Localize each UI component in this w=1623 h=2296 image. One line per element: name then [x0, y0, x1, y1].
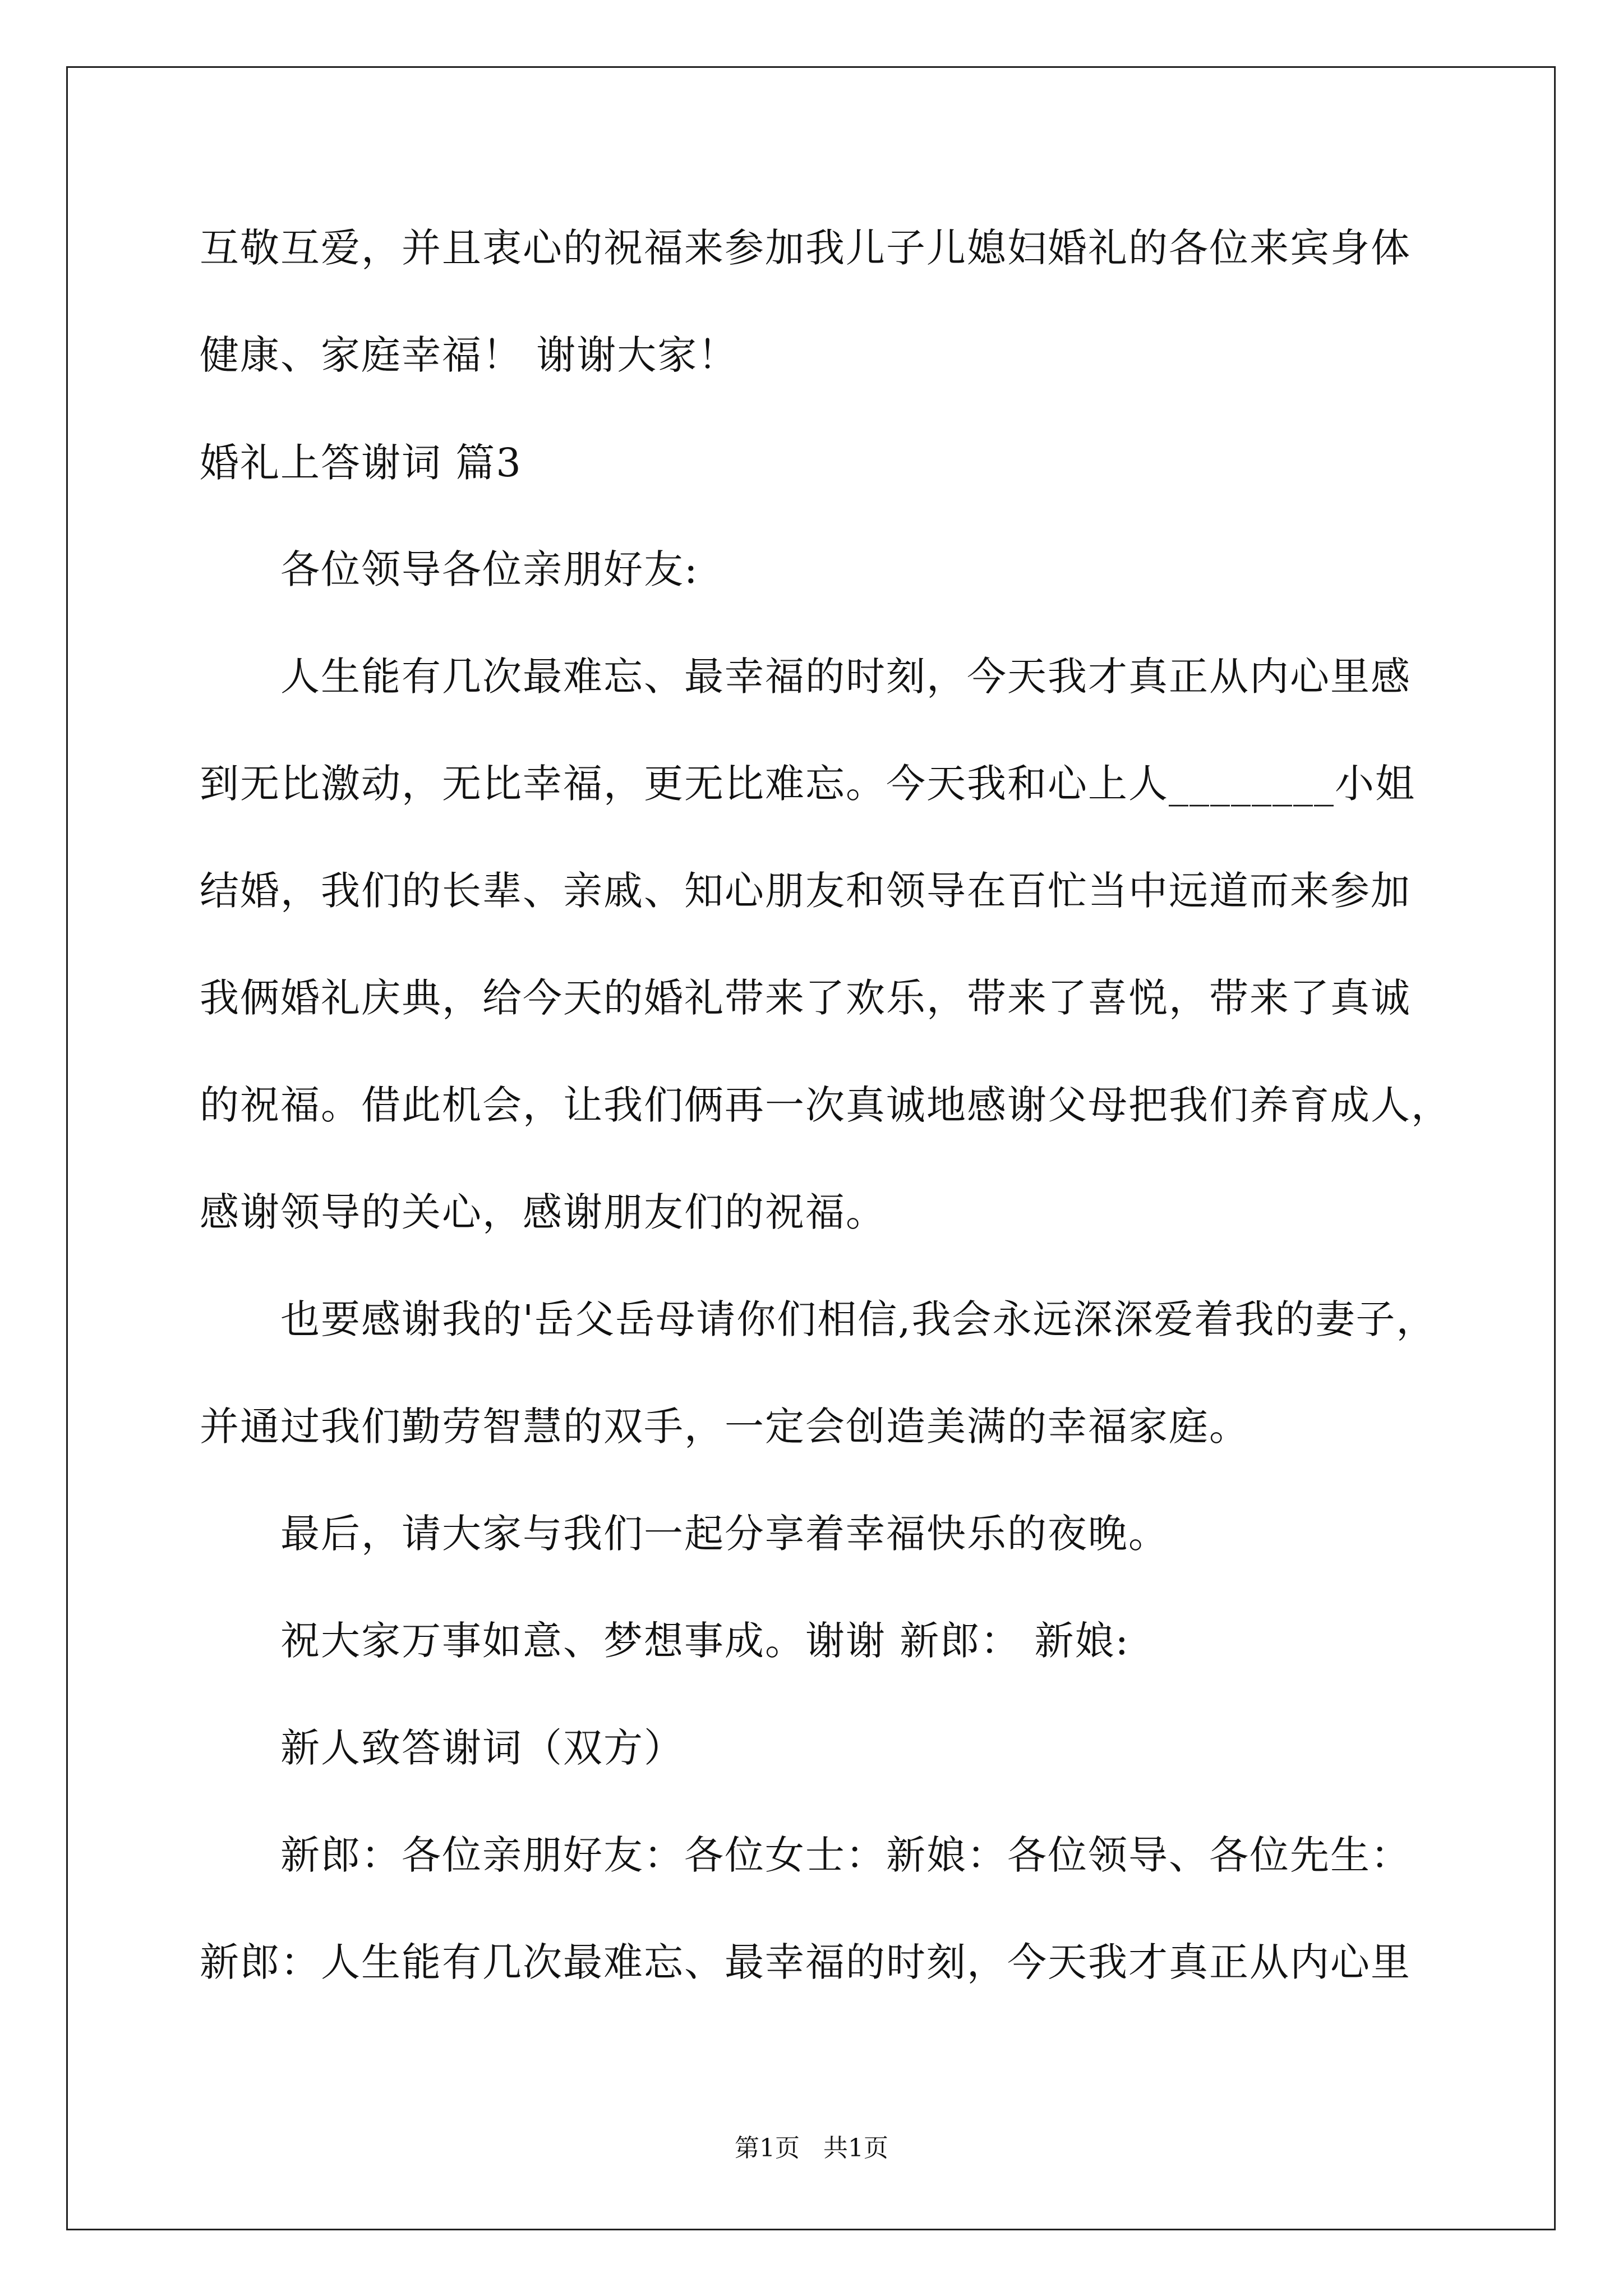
body-line: 我俩婚礼庆典，给今天的婚礼带来了欢乐，带来了喜悦，带来了真诚: [200, 975, 1411, 1021]
body-line: 人生能有几次最难忘、最幸福的时刻，今天我才真正从内心里感: [280, 654, 1411, 700]
body-line: 并通过我们勤劳智慧的双手，一定会创造美满的幸福家庭。: [200, 1404, 1249, 1450]
body-line: 结婚，我们的长辈、亲戚、知心朋友和领导在百忙当中远道而来参加: [200, 868, 1411, 914]
salutation: 各位领导各位亲朋好友:: [280, 546, 699, 592]
body-line: 祝大家万事如意、梦想事成。谢谢 新郎： 新娘:: [280, 1618, 1130, 1664]
body-line: 感谢领导的关心，感谢朋友们的祝福。: [200, 1189, 886, 1235]
body-line: 健康、家庭幸福！ 谢谢大家！: [200, 332, 739, 378]
body-line: 到无比激动，无比幸福，更无比难忘。今天我和心上人________小姐: [200, 761, 1415, 807]
body-line: 新郎：人生能有几次最难忘、最幸福的时刻，今天我才真正从内心里: [200, 1939, 1411, 1985]
body-line: 也要感谢我的'岳父岳母请你们相信,我会永远深深爱着我的妻子，: [280, 1296, 1437, 1342]
page-footer: 第1页 共1页: [735, 2134, 888, 2162]
body-line: 最后，请大家与我们一起分享着幸福快乐的夜晚。: [280, 1511, 1169, 1557]
body-line: 新郎：各位亲朋好友：各位女士：新娘：各位领导、各位先生：: [280, 1832, 1411, 1878]
section-heading: 婚礼上答谢词 篇3: [200, 440, 522, 486]
page-border: [66, 66, 1556, 2230]
body-line: 新人致答谢词（双方）: [280, 1725, 684, 1771]
body-line: 的祝福。借此机会，让我们俩再一次真诚地感谢父母把我们养育成人，: [200, 1082, 1451, 1128]
body-line: 互敬互爱，并且衷心的祝福来参加我儿子儿媳妇婚礼的各位来宾身体: [200, 225, 1411, 271]
